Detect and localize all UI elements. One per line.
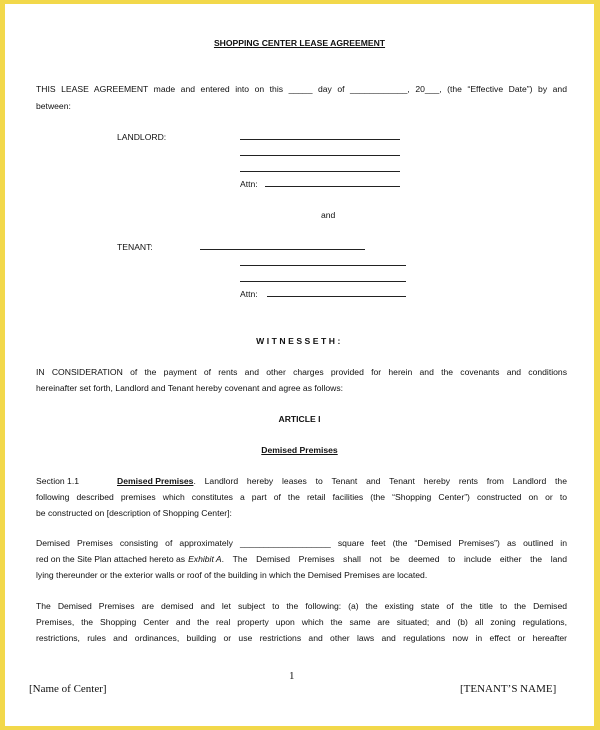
section-title: Demised Premises: [117, 476, 194, 486]
subject-line-3: restrictions, rules and ordinances, building or use restrictions and other laws and regulations now in effect or hereafter: [36, 633, 567, 643]
premises-line-2-end: . The Demised Premises shall not be deemed to include either the land: [221, 554, 567, 564]
landlord-label: LANDLORD:: [117, 132, 167, 142]
section-line-2: following described premises which constitutes a part of the retail facilities (the “Shopping Center”) constructed on or to: [36, 492, 567, 502]
tenant-label: TENANT:: [117, 242, 153, 252]
consideration-line-2: hereinafter set forth, Landlord and Tenant hereby covenant and agree as follows:: [36, 383, 344, 393]
article-subheading: Demised Premises: [261, 445, 338, 455]
landlord-address-line-1: [240, 155, 400, 156]
section-line-1: [117, 476, 567, 487]
premises-line-3: lying thereunder or the exterior walls or roof of the building in which the Demised Premises are located.: [36, 570, 428, 580]
premises-line-1: Demised Premises consisting of approximately ___________________ square feet (the “Demised Premises”) as outlined in: [36, 538, 567, 548]
landlord-name-line: [240, 139, 400, 140]
document-title: SHOPPING CENTER LEASE AGREEMENT: [213, 38, 386, 48]
footer-tenant-name: [TENANT’S NAME]: [460, 683, 557, 695]
footer-center-name: [Name of Center]: [29, 683, 107, 695]
tenant-address-line-1: [240, 265, 406, 266]
intro-line-2: between:: [36, 101, 71, 111]
document-page: [5, 4, 594, 726]
and-text: and: [321, 210, 336, 220]
premises-line-2: [36, 554, 567, 565]
article-heading: ARTICLE I: [278, 414, 321, 424]
landlord-attn-label: Attn:: [240, 179, 258, 189]
subject-line-2: Premises, the Shopping Center and the real property upon which the same are situated; and (b) all zoning regulations,: [36, 617, 567, 627]
intro-line-1: THIS LEASE AGREEMENT made and entered into on this _____ day of ____________, 20___, (the “Effective Date”) by and: [36, 84, 567, 94]
exhibit-reference: Exhibit A: [188, 554, 222, 564]
section-number: Section 1.1: [36, 476, 79, 486]
page-number: 1: [289, 670, 295, 682]
witnesseth-heading: WITNESSETH:: [256, 336, 343, 346]
tenant-attn-label: Attn:: [240, 289, 258, 299]
tenant-address-line-2: [240, 281, 406, 282]
consideration-line-1: IN CONSIDERATION of the payment of rents and other charges provided for herein and the covenants and conditions: [36, 367, 567, 377]
subject-line-1: The Demised Premises are demised and let subject to the following: (a) the existing state of the title to the Demised: [36, 601, 567, 611]
landlord-attn-line: [265, 186, 400, 187]
tenant-attn-line: [267, 296, 406, 297]
premises-line-2-start: red on the Site Plan attached hereto as: [36, 554, 186, 564]
tenant-name-line: [200, 249, 365, 250]
section-line-1-text: . Landlord hereby leases to Tenant and Tenant hereby rents from Landlord the: [193, 476, 567, 486]
section-line-3: be constructed on [description of Shopping Center]:: [36, 508, 232, 518]
landlord-address-line-2: [240, 171, 400, 172]
